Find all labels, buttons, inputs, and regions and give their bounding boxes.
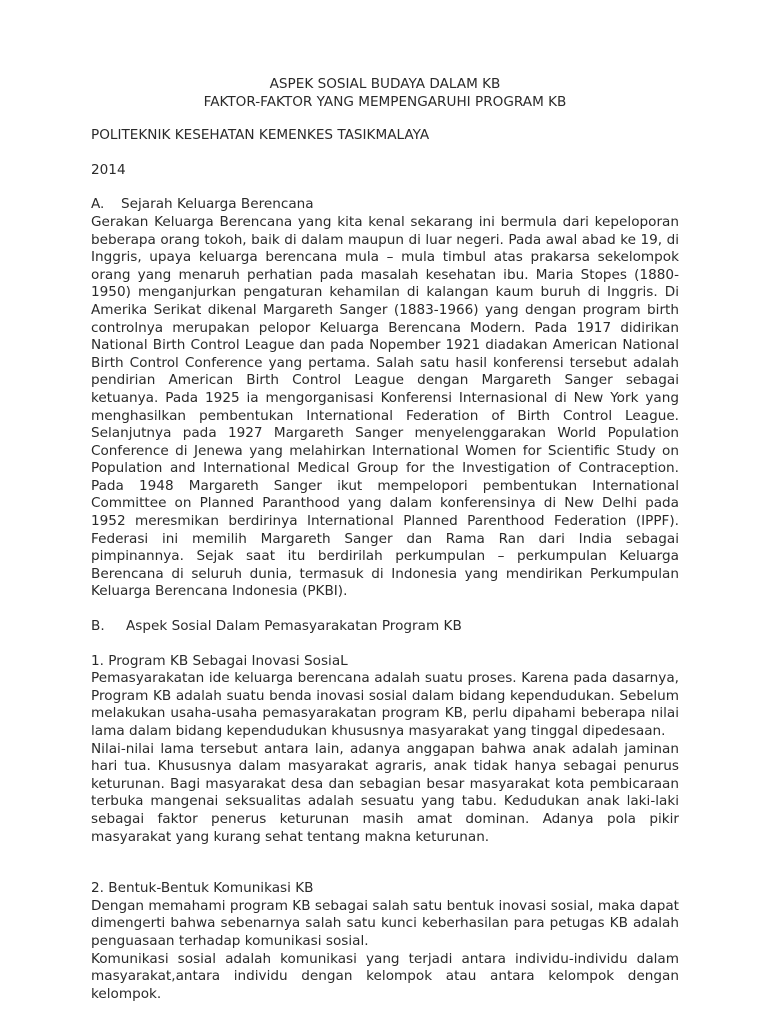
section-b-heading-text: Aspek Sosial Dalam Pemasyarakatan Program KB — [126, 618, 462, 635]
subsection-2-paragraph-1: Dengan memahami program KB sebagai salah satu bentuk inovasi sosial, maka dapat dimengerti bahwa sebenarnya salah satu kunci keberhasilan para petugas KB adalah penguasaan terhadap komunikasi sosial. — [91, 897, 679, 949]
section-b-heading — [91, 618, 679, 636]
subsection-1-paragraph-2: Nilai-nilai lama tersebut antara lain, adanya anggapan bahwa anak adalah jaminan hari tua. Khususnya dalam masyarakat agraris, anak tidak hanya sebagai penurus keturunan. Bagi masyarakat desa dan sebagian besar masyarakat kota pembicaraan terbuka mangenai seksualitas adalah sesuatu yang tabu. Kedudukan anak laki-laki sebagai faktor penerus keturunan masih amat dominan. Adanya pola pikir masyarakat yang kurang sehat tentang makna keturunan. — [91, 740, 679, 845]
section-a-heading-text: Sejarah Keluarga Berencana — [121, 196, 314, 213]
section-a-heading — [91, 196, 679, 214]
document-page — [91, 76, 679, 1003]
document-title-line-1: ASPEK SOSIAL BUDAYA DALAM KB — [269, 76, 501, 92]
document-title-line-2: FAKTOR-FAKTOR YANG MEMPENGARUHI PROGRAM KB — [203, 93, 567, 110]
subsection-1-paragraph-1: Pemasyarakatan ide keluarga berencana adalah suatu proses. Karena pada dasarnya, Program KB adalah suatu benda inovasi sosial dalam bidang kependudukan. Sebelum melakukan usaha-usaha pemasyarakatan program KB, perlu dipahami beberapa nilai lama dalam bidang kependudukan khususnya masyarakat yang tinggal dipedesaan. — [91, 670, 679, 739]
subsection-2-heading: 2. Bentuk-Bentuk Komunikasi KB — [91, 880, 314, 897]
subsection-2-paragraph-2: Komunikasi sosial adalah komunikasi yang terjadi antara individu-individu dalam masyarakat,antara individu dengan kelompok atau antara kelompok dengan kelompok. — [91, 950, 679, 1002]
section-b-marker: B. — [91, 618, 105, 635]
institution-name: POLITEKNIK KESEHATAN KEMENKES TASIKMALAYA — [91, 127, 430, 144]
document-year: 2014 — [91, 161, 126, 178]
section-a-paragraph: Gerakan Keluarga Berencana yang kita kenal sekarang ini bermula dari kepeloporan beberapa orang tokoh, baik di dalam maupun di luar negeri. Pada awal abad ke 19, di Inggris, upaya keluarga berencana mula – mula timbul atas prakarsa sekelompok orang yang menaruh perhatian pada masalah kesehatan ibu. Maria Stopes (1880-1950) menganjurkan pengaturan kehamilan di kalangan kaum buruh di Inggris. Di Amerika Serikat dikenal Margareth Sanger (1883-1966) yang dengan program birth controlnya merupakan pelopor Keluarga Berencana Modern. Pada 1917 didirikan National Birth Control League dan pada Nopember 1921 diadakan American National Birth Control Conference yang pertama. Salah satu hasil konferensi tersebut adalah pendirian American Birth Control League dengan Margareth Sanger sebagai ketuanya. Pada 1925 ia mengorganisasi Konferensi Internasional di New York yang menghasilkan pembentukan International Federation of Birth Control League. Selanjutnya pada 1927 Margareth Sanger menyelenggarakan World Population Conference di Jenewa yang melahirkan International Women for Scientific Study on Population and International Medical Group for the Investigation of Contraception. Pada 1948 Margareth Sanger ikut mempelopori pembentukan International Committee on Planned Paranthood yang dalam konferensinya di New Delhi pada 1952 meresmikan berdirinya International Planned Parenthood Federation (IPPF). Federasi ini memilih Margareth Sanger dan Rama Ran dari India sebagai pimpinannya. Sejak saat itu berdirilah perkumpulan – perkumpulan Keluarga Berencana di seluruh dunia, termasuk di Indonesia yang mendirikan Perkumpulan Keluarga Berencana Indonesia (PKBI). — [91, 213, 679, 600]
section-a-marker: A. — [91, 196, 105, 213]
subsection-1-heading: 1. Program KB Sebagai Inovasi SosiaL — [91, 652, 348, 669]
